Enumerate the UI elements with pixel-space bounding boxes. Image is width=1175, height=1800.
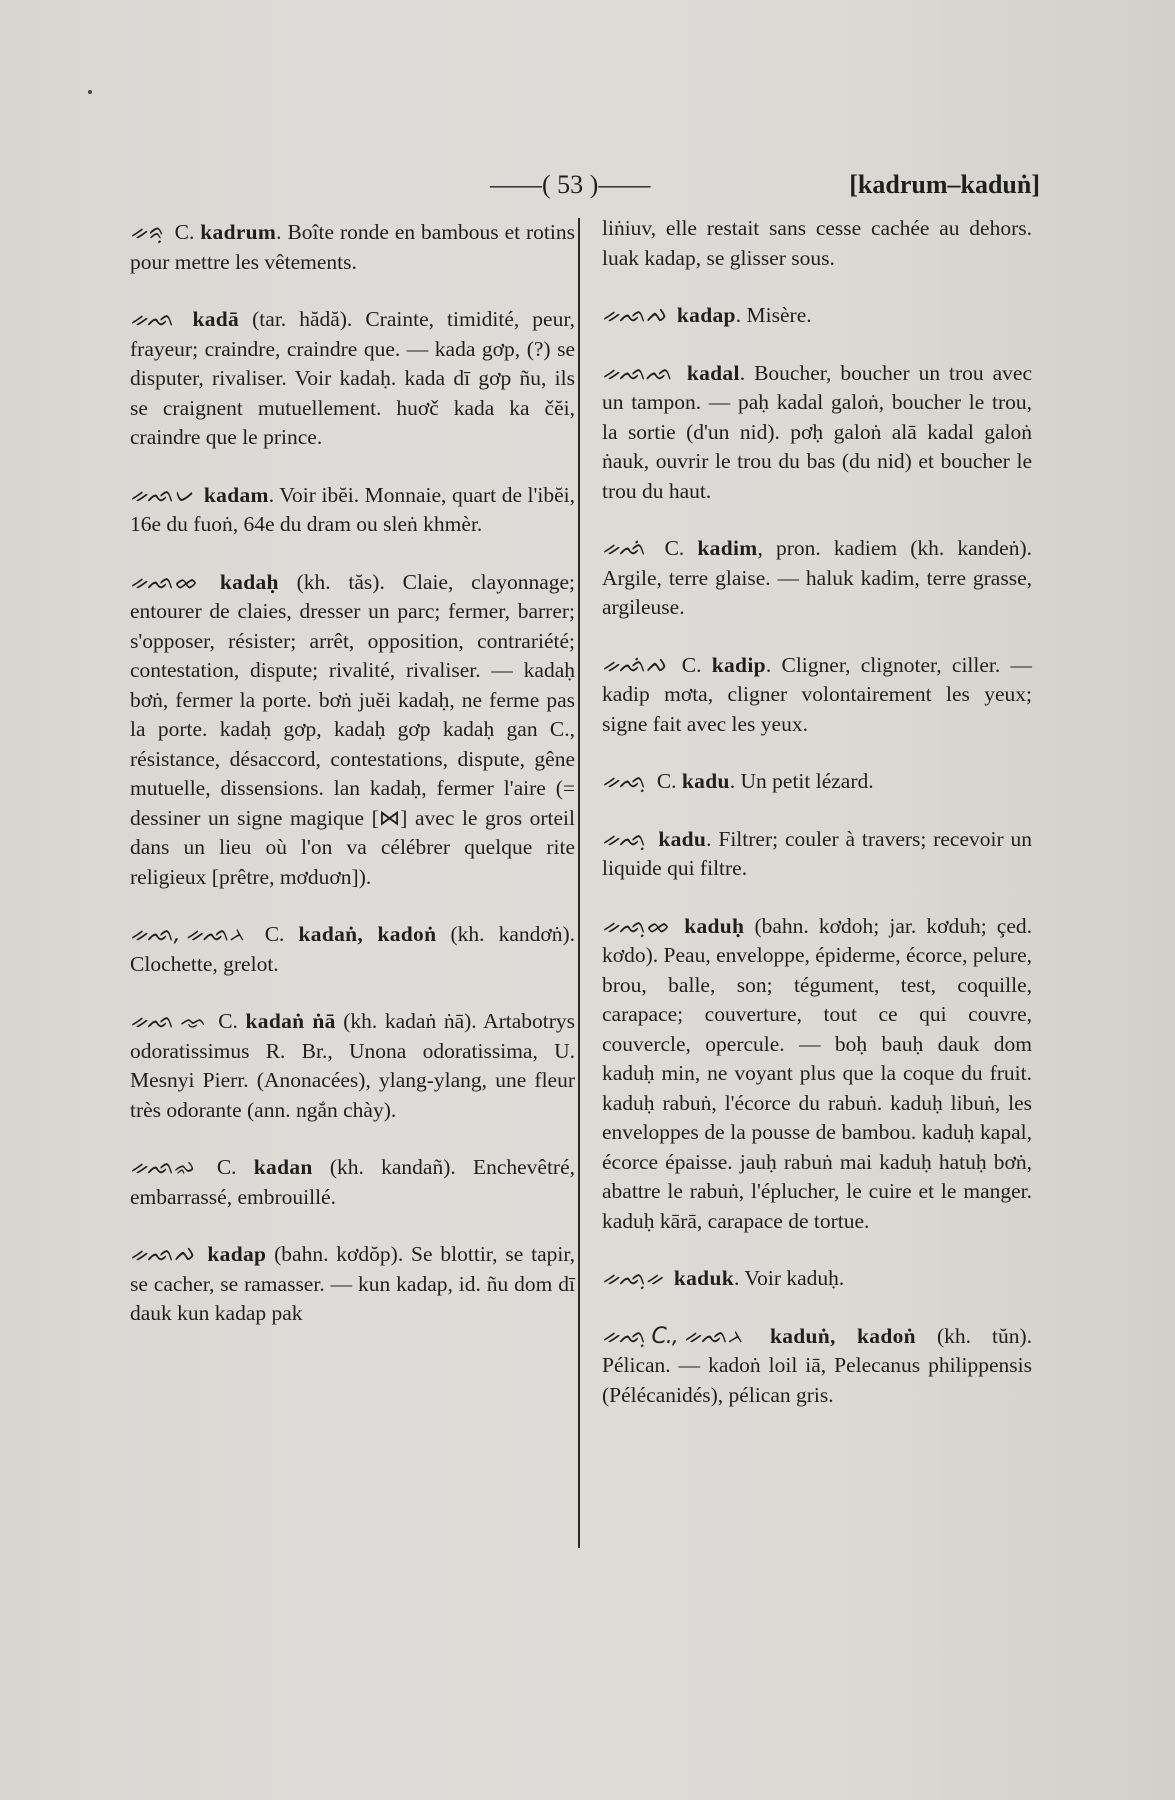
cham-script: ᨀᨒᨋ xyxy=(130,1155,194,1180)
entry-headword: kadaḥ xyxy=(219,569,279,594)
dictionary-entry xyxy=(130,1153,575,1212)
dictionary-entry: ᨀᨒᨘ kadu. Filtrer; couler à travers; recevoir un liquide qui filtre. xyxy=(602,826,1033,880)
entry-definition: Voir ibĕi. Monnaie, quart de l'ibĕi, 16e du fuoṅ, 64e du dram ou sleṅ khmèr. xyxy=(130,482,576,536)
dictionary-entry: ᨀᨑᨘ C. kadrum. Boîte ronde en bambous et rotins pour mettre les vêtements. xyxy=(130,220,575,274)
entry-prefix: C. xyxy=(218,1009,238,1033)
entry-prefix: C. xyxy=(664,536,685,560)
entry-definition: Cligner, clignoter, ciller. — kadip mơta, cligner volontairement les yeux; signe fait avec les yeux. xyxy=(602,652,1033,736)
page-header xyxy=(480,170,1040,210)
cham-script: ᨀᨒᨄ xyxy=(130,1242,194,1267)
entry-definition: Boucher, boucher un trou avec un tampon. — paḥ kadal galoṅ, boucher le trou, la sortie (d'un nid). pơḥ galoṅ alā kadal galoṅ ṅauk, ouvrir le trou du bas (du nid) et boucher le trou du haut. xyxy=(602,360,1033,503)
entry-headword: kadal xyxy=(686,360,740,385)
cham-script: ᨀᨒᨘ C., ᨀᨒᨂ xyxy=(602,1323,743,1349)
entry-prefix: C. xyxy=(216,1155,237,1179)
entry-continuation: liṅiuv, elle restait sans cesse cachée au dehors. luak kadap, se glisser sous. xyxy=(602,216,1032,270)
entry-headword: kadā xyxy=(192,307,240,331)
entry-headword: kadan xyxy=(253,1155,313,1179)
column-divider xyxy=(578,218,580,1548)
cham-script: ᨀᨒᨗ xyxy=(602,536,646,561)
cham-script: ᨀᨒᨖ xyxy=(130,569,197,595)
cham-script: ᨀᨒ xyxy=(130,307,174,332)
page-number: ——( 53 )—— xyxy=(490,170,651,199)
entry-headword: kadu xyxy=(658,826,707,851)
entry-prefix: C. xyxy=(681,652,702,677)
cham-script: ᨀᨒᨘᨀ xyxy=(602,1266,663,1291)
left-column xyxy=(130,218,575,1357)
cham-script: ᨀᨒᨒ xyxy=(602,360,672,386)
entry-headword: kadaṅ ṅā xyxy=(245,1009,336,1033)
dictionary-entry xyxy=(602,912,1032,1237)
cham-script: ᨀᨒᨘᨖ xyxy=(602,913,669,939)
entry-headword: kadim xyxy=(697,536,758,560)
entry-headword: kaduk xyxy=(673,1266,734,1290)
dictionary-entry xyxy=(130,1007,575,1125)
entry-definition: (bahn. kơdoh; jar. kơduh; çed. kơdo). Peau, enveloppe, épiderme, écorce, pelure, brou, balle, son; tégument, test, coquille, carapace; couverture, tout ce qui couvre, couvercle, opercule. — boḥ bauḥ dauk dom kaduḥ min, ne voyant plus que la coque du fruit. kaduḥ rabuṅ, l'écorce du rabuṅ. kaduḥ libuṅ, les enveloppes de la pousse de bambou. kaduḥ kapal, écorce épaisse. jauḥ rabuṅ mai kaduḥ hatuḥ bơṅ, abattre le rabuṅ, l'éplucher, le cuire et le manger. kaduḥ kārā, carapace de tortue. xyxy=(602,913,1033,1233)
headword-range: [kadrum–kaduṅ] xyxy=(849,170,1040,199)
dictionary-entry xyxy=(130,1240,575,1329)
entry-definition: Voir kaduḥ. xyxy=(744,1266,845,1290)
entry-definition: Un petit lézard. xyxy=(740,769,874,793)
entry-definition: (kh. kandañ). Enchevêtré, embarrassé, embrouillé. xyxy=(130,1155,576,1209)
entry-headword: kaduṅ, kadoṅ xyxy=(769,1323,916,1348)
dictionary-entry: ᨀᨒᨘᨀ kaduk. Voir kaduḥ. xyxy=(602,1264,1032,1294)
ink-speck xyxy=(88,90,92,94)
cham-script: ᨀᨒᨗᨄ xyxy=(602,652,666,678)
entry-headword: kadap xyxy=(207,1242,267,1266)
cham-script: ᨀᨑᨘ xyxy=(130,220,163,245)
cham-script: ᨀᨒ ᨎ xyxy=(130,1009,205,1034)
cham-script: ᨀᨒᨆ xyxy=(130,482,193,508)
right-column xyxy=(602,214,1032,1438)
entry-definition: (kh. tŭn). Pélican. — kadoṅ loil iā, Pelecanus philippensis (Pélécanidés), pélican gris. xyxy=(602,1323,1033,1407)
entry-headword: kadaṅ, kadoṅ xyxy=(298,922,437,946)
dictionary-entry xyxy=(602,1322,1032,1411)
entry-definition: (kh. tăs). Claie, clayonnage; entourer de claies, dresser un parc; fermer, barrer; s'opposer, résister; arrêt, opposition, contrariété; contestation, dispute; rivalité, rivaliser. — kadaḥ bơṅ, fermer la porte. bơṅ juĕi kadaḥ, ne ferme pas la porte. kadaḥ gơp, kadaḥ gơp kadaḥ gan C., résistance, désaccord, contestations, dispute, gêne mutuelle, dissensions. lan kadaḥ, fermer l'aire (= dessiner un signe magique [⋈] avec le gros orteil dans un lieu où l'on va célébrer quelque rite religieux [prêtre, mơduơn]). xyxy=(130,569,576,889)
entry-definition: Misère. xyxy=(746,303,812,327)
entry-headword: kadap xyxy=(676,303,736,327)
dictionary-entry: ᨀᨒᨆ kadam. Voir ibĕi. Monnaie, quart de l'ibĕi, 16e du fuoṅ, 64e du dram ou sleṅ khmèr. xyxy=(130,482,576,536)
entry-definition: Boîte ronde en bambous et rotins pour mettre les vêtements. xyxy=(130,220,575,274)
entry-definition: Filtrer; couler à travers; recevoir un liquide qui filtre. xyxy=(602,826,1033,880)
cham-script: ᨀᨒᨘ xyxy=(602,769,646,794)
cham-script: ᨀᨒ, ᨀᨒᨂ xyxy=(130,922,245,947)
entry-definition: (kh. kandơṅ). Clochette, grelot. xyxy=(130,922,576,976)
entry-prefix: C. xyxy=(174,220,195,244)
dictionary-entry xyxy=(602,534,1032,623)
entry-headword: kadu xyxy=(681,769,730,793)
entry-headword: kadip xyxy=(711,652,766,677)
cham-script: ᨀᨒᨄ xyxy=(602,303,666,328)
dictionary-entry xyxy=(130,305,575,453)
dictionary-entry xyxy=(130,920,575,979)
dictionary-entry: ᨀᨒᨒ kadal. Boucher, boucher un trou avec un tampon. — paḥ kadal galoṅ, boucher le trou, la sortie (d'un nid). pơḥ galoṅ alā kadal galoṅ ṅauk, ouvrir le trou du bas (du nid) et boucher le trou du haut. xyxy=(602,360,1033,503)
entry-headword: kadam xyxy=(203,482,269,507)
dictionary-entry xyxy=(130,568,575,893)
entry-headword: kadrum xyxy=(200,220,277,244)
cham-script: ᨀᨒᨘ xyxy=(602,826,646,852)
entry-definition: (bahn. kơdŏp). Se blottir, se tapir, se cacher, se ramasser. — kun kadap, id. ñu dom dī dauk kun kadap pak xyxy=(130,1242,576,1325)
entry-prefix: C. xyxy=(264,922,285,946)
entry-headword: kaduḥ xyxy=(684,913,745,938)
dictionary-entry: ᨀᨒᨄ kadap. Misère. xyxy=(602,301,1032,331)
dictionary-entry: ᨀᨒᨗᨄ C. kadip. Cligner, clignoter, ciller. — kadip mơta, cligner volontairement les yeux; signe fait avec les yeux. xyxy=(602,652,1033,736)
entry-definition: (tar. hădă). Crainte, timidité, peur, frayeur; craindre, craindre que. — kada gơp, (?) se disputer, rivaliser. Voir kadaḥ. kada dī gơp ñu, ils se craignent mutuellement. huơč kada ka čĕi, craindre que le prince. xyxy=(130,307,576,449)
entry-prefix: C. xyxy=(656,769,677,793)
entry-definition: , pron. kadiem (kh. kandeṅ). Argile, terre glaise. — haluk kadim, terre grasse, argileuse. xyxy=(602,536,1032,619)
entry-definition: (kh. kadaṅ ṅā). Artabotrys odoratissimus R. Br., Unona odoratissima, U. Mesnyi Pierr. (Anonacées), ylang-ylang, une fleur très odorante (ann. ngắn chày). xyxy=(130,1009,576,1122)
dictionary-entry: ᨀᨒᨘ C. kadu. Un petit lézard. xyxy=(602,767,1032,797)
